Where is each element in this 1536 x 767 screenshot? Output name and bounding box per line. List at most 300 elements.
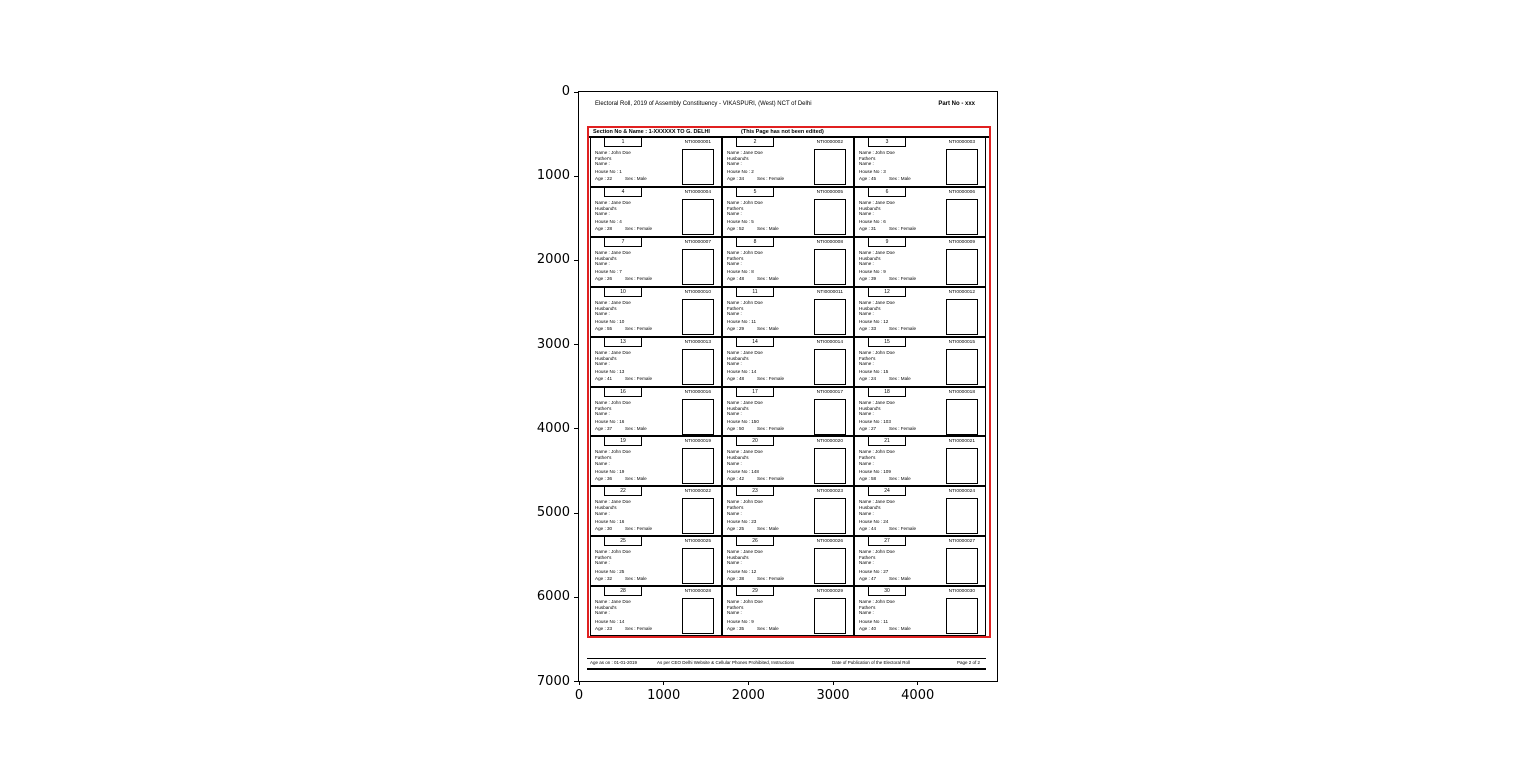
sex-text: Sex : Female — [757, 425, 785, 431]
age-text: Age : 34 — [727, 176, 745, 182]
relation-line-2: Name : — [727, 410, 742, 416]
voter-row — [591, 138, 985, 188]
age-text: Age : 30 — [595, 525, 613, 531]
name-line: Name : John Doe — [727, 499, 763, 505]
name-line: Name : John Doe — [859, 349, 895, 355]
relation-line-2: Name : — [727, 560, 742, 566]
age-text: Age : 50 — [727, 425, 745, 431]
house-line: House No : 5 — [727, 219, 754, 225]
serial-number: 8 — [753, 238, 757, 245]
age-text: Age : 38 — [727, 575, 745, 581]
x-tick-label: 2000 — [731, 688, 765, 703]
serial-number-box — [736, 288, 774, 297]
age-text: Age : 37 — [595, 425, 613, 431]
relation-line-2: Name : — [859, 460, 874, 466]
sex-text: Sex : Female — [625, 226, 653, 232]
relation-line-2: Name : — [595, 460, 610, 466]
photo-placeholder — [946, 548, 978, 584]
voter-details — [595, 250, 679, 282]
voter-cell — [721, 188, 853, 236]
serial-number: 21 — [884, 438, 890, 445]
serial-number: 22 — [620, 488, 626, 495]
age-text: Age : 39 — [859, 276, 877, 282]
relation-line-1: Husband's — [727, 156, 749, 161]
name-line: Name : John Doe — [859, 150, 895, 155]
photo-placeholder — [946, 149, 978, 185]
page-footer — [587, 658, 986, 670]
serial-number: 20 — [752, 438, 758, 445]
voter-details — [859, 499, 943, 531]
age-sex-line — [727, 626, 811, 632]
y-tick-label: 3000 — [536, 336, 570, 352]
age-sex-line — [727, 326, 811, 332]
name-line: Name : Jane Doe — [859, 249, 895, 255]
serial-number: 16 — [620, 388, 626, 395]
voter-cell — [853, 188, 985, 236]
house-line: House No : 25 — [595, 568, 625, 574]
serial-number: 7 — [621, 238, 625, 245]
relation-line-2: Name : — [595, 610, 610, 616]
photo-placeholder — [946, 498, 978, 534]
age-sex-line — [859, 376, 943, 382]
voter-cell — [591, 487, 721, 535]
serial-number-box — [868, 388, 906, 397]
house-line: House No : 11 — [859, 618, 889, 624]
age-sex-line — [595, 476, 679, 482]
age-sex-line — [727, 426, 811, 432]
footer-publication-note: Date of Publication of the Electoral Roll — [832, 660, 911, 665]
relation-line-2: Name : — [595, 310, 610, 316]
epic-number: NTI0000010 — [684, 289, 711, 295]
photo-placeholder — [946, 598, 978, 634]
voter-details — [595, 599, 679, 631]
age-text: Age : 31 — [859, 226, 877, 232]
name-line: Name : Jane Doe — [859, 299, 895, 305]
y-tick-label: 4000 — [536, 420, 570, 436]
relation-line-2: Name : — [595, 261, 610, 267]
epic-number: NTI0000022 — [684, 489, 711, 495]
relation-line-1: Father's — [727, 305, 744, 311]
house-line: House No : 3 — [859, 169, 886, 175]
epic-number: NTI0000021 — [948, 439, 975, 445]
age-text: Age : 41 — [595, 376, 613, 382]
relation-line-1: Father's — [727, 505, 744, 511]
sex-text: Sex : Male — [889, 475, 911, 481]
epic-number: NTI0000012 — [948, 289, 975, 295]
photo-placeholder — [682, 349, 714, 385]
age-sex-line — [595, 376, 679, 382]
voter-details — [859, 300, 943, 332]
relation-line-1: Husband's — [859, 505, 881, 511]
name-line: Name : Jane Doe — [859, 499, 895, 505]
name-line: Name : John Doe — [727, 299, 763, 305]
photo-placeholder — [682, 498, 714, 534]
relation-line-1: Husband's — [859, 405, 881, 411]
voter-cell — [591, 338, 721, 386]
serial-number: 13 — [620, 338, 626, 345]
y-tick-label: 5000 — [536, 505, 570, 521]
relation-line-1: Father's — [859, 355, 876, 361]
age-sex-line — [595, 276, 679, 282]
voter-cell — [853, 288, 985, 336]
photo-placeholder — [682, 399, 714, 435]
serial-number: 14 — [752, 338, 758, 345]
x-tick-mark — [917, 681, 918, 685]
relation-line-2: Name : — [595, 410, 610, 416]
sex-text: Sex : Female — [757, 575, 785, 581]
y-tick-label: 7000 — [536, 673, 570, 689]
epic-number: NTI0000027 — [948, 539, 975, 545]
name-line: Name : Jane Doe — [727, 549, 763, 555]
relation-line-2: Name : — [727, 510, 742, 516]
serial-number: 9 — [885, 238, 889, 245]
y-tick-label: 2000 — [536, 252, 570, 268]
epic-number: NTI0000016 — [684, 389, 711, 395]
relation-line-1: Father's — [595, 156, 612, 161]
voter-cell — [591, 238, 721, 286]
age-text: Age : 45 — [859, 176, 877, 182]
house-line: House No : 16 — [595, 418, 625, 424]
relation-line-2: Name : — [859, 510, 874, 516]
name-line: Name : John Doe — [727, 199, 763, 205]
house-line: House No : 7 — [595, 269, 622, 275]
photo-placeholder — [946, 199, 978, 235]
sex-text: Sex : Female — [625, 525, 653, 531]
y-tick-mark — [574, 681, 578, 682]
serial-number: 27 — [884, 538, 890, 545]
epic-number: NTI0000004 — [684, 189, 711, 195]
age-sex-line — [859, 276, 943, 282]
voter-details — [859, 250, 943, 282]
age-text: Age : 58 — [859, 475, 877, 481]
epic-number: NTI0000019 — [684, 439, 711, 445]
voter-details — [727, 499, 811, 531]
age-text: Age : 23 — [595, 625, 613, 631]
house-line: House No : 9 — [727, 618, 754, 624]
voter-cell — [591, 388, 721, 436]
voter-details — [595, 549, 679, 581]
epic-number: NTI0000024 — [948, 489, 975, 495]
house-line: House No : 8 — [727, 269, 754, 275]
voter-details — [727, 549, 811, 581]
age-sex-line — [859, 326, 943, 332]
relation-line-1: Husband's — [595, 205, 617, 211]
age-sex-line — [859, 526, 943, 532]
relation-line-1: Father's — [859, 605, 876, 611]
voter-table — [590, 138, 986, 636]
age-sex-line — [595, 526, 679, 532]
serial-number: 6 — [885, 188, 889, 195]
age-sex-line — [595, 626, 679, 632]
photo-placeholder — [946, 299, 978, 335]
house-line: House No : 9 — [859, 269, 886, 275]
y-tick-label: 0 — [561, 84, 570, 99]
voter-cell — [721, 338, 853, 386]
serial-number: 5 — [753, 188, 757, 195]
relation-line-2: Name : — [859, 261, 874, 267]
name-line: Name : Jane Doe — [859, 199, 895, 205]
serial-number-box — [736, 338, 774, 347]
house-line: House No : 2 — [727, 169, 754, 175]
serial-number: 25 — [620, 538, 626, 545]
sex-text: Sex : Female — [889, 326, 917, 332]
epic-number: NTI0000030 — [948, 589, 975, 595]
x-tick-mark — [748, 681, 749, 685]
y-tick-mark — [574, 260, 578, 261]
relation-line-2: Name : — [859, 610, 874, 616]
voter-cell — [591, 537, 721, 585]
name-line: Name : Jane Doe — [727, 349, 763, 355]
voter-details — [859, 599, 943, 631]
x-tick-label: 3000 — [816, 688, 850, 703]
relation-line-1: Father's — [859, 156, 876, 161]
voter-details — [595, 300, 679, 332]
highlight-rectangle — [587, 126, 991, 638]
voter-cell — [591, 587, 721, 635]
relation-line-2: Name : — [595, 560, 610, 566]
age-text: Age : 48 — [727, 276, 745, 282]
serial-number: 4 — [621, 188, 625, 195]
sex-text: Sex : Male — [757, 525, 779, 531]
sex-text: Sex : Female — [889, 226, 917, 232]
photo-placeholder — [682, 149, 714, 185]
epic-number: NTI0000026 — [816, 539, 843, 545]
y-tick-label: 1000 — [536, 168, 570, 184]
sex-text: Sex : Female — [625, 376, 653, 382]
sex-text: Sex : Male — [625, 425, 647, 431]
sex-text: Sex : Male — [889, 376, 911, 382]
voter-cell — [853, 338, 985, 386]
x-tick-mark — [579, 681, 580, 685]
name-line: Name : John Doe — [595, 449, 631, 455]
serial-number-box — [868, 338, 906, 347]
voter-details — [727, 599, 811, 631]
voter-row — [591, 288, 985, 338]
serial-number-box — [604, 188, 642, 197]
photo-placeholder — [946, 399, 978, 435]
serial-number: 11 — [752, 288, 758, 295]
serial-number: 18 — [884, 388, 890, 395]
age-sex-line — [595, 426, 679, 432]
name-line: Name : Jane Doe — [727, 399, 763, 405]
photo-placeholder — [946, 448, 978, 484]
relation-line-1: Father's — [859, 455, 876, 461]
relation-line-1: Father's — [595, 405, 612, 411]
serial-number-box — [736, 487, 774, 496]
epic-number: NTI0000002 — [816, 140, 843, 145]
serial-number: 26 — [752, 538, 758, 545]
plot-axes — [536, 84, 998, 703]
sex-text: Sex : Male — [889, 575, 911, 581]
epic-number: NTI0000029 — [816, 589, 843, 595]
serial-number-box — [868, 537, 906, 546]
relation-line-1: Husband's — [727, 355, 749, 361]
relation-line-2: Name : — [595, 360, 610, 366]
relation-line-1: Husband's — [595, 505, 617, 511]
serial-number: 29 — [752, 588, 758, 595]
section-name: Section No & Name : 1-XXXXXX TO G. DELHI — [593, 129, 710, 135]
serial-number-box — [604, 238, 642, 247]
house-line: House No : 14 — [595, 618, 625, 624]
serial-number-box — [736, 238, 774, 247]
voter-details — [595, 449, 679, 481]
epic-number: NTI0000008 — [816, 239, 843, 245]
age-sex-line — [727, 526, 811, 532]
serial-number-box — [868, 437, 906, 446]
voter-cell — [853, 437, 985, 485]
relation-line-2: Name : — [859, 161, 874, 167]
serial-number: 19 — [620, 438, 626, 445]
relation-line-1: Father's — [859, 555, 876, 561]
voter-details — [859, 150, 943, 182]
x-tick-mark — [833, 681, 834, 685]
age-sex-line — [859, 576, 943, 582]
epic-number: NTI0000014 — [816, 339, 843, 345]
sex-text: Sex : Male — [757, 276, 779, 282]
house-line: House No : 4 — [595, 219, 622, 225]
voter-cell — [721, 138, 853, 186]
voter-details — [859, 449, 943, 481]
epic-number: NTI0000023 — [816, 489, 843, 495]
serial-number-box — [868, 188, 906, 197]
relation-line-1: Husband's — [595, 355, 617, 361]
serial-number: 3 — [885, 139, 889, 145]
relation-line-2: Name : — [727, 460, 742, 466]
y-tick-mark — [574, 344, 578, 345]
relation-line-2: Name : — [727, 161, 742, 167]
age-text: Age : 32 — [595, 575, 613, 581]
voter-cell — [591, 188, 721, 236]
voter-row — [591, 437, 985, 487]
voter-details — [727, 250, 811, 282]
house-line: House No : 150 — [727, 418, 759, 424]
voter-cell — [853, 587, 985, 635]
age-text: Age : 40 — [859, 625, 877, 631]
serial-number-box — [736, 188, 774, 197]
relation-line-2: Name : — [727, 310, 742, 316]
house-line: House No : 14 — [727, 369, 757, 375]
age-sex-line — [859, 476, 943, 482]
relation-line-2: Name : — [859, 410, 874, 416]
age-sex-line — [595, 176, 679, 182]
photo-placeholder — [814, 249, 846, 285]
sex-text: Sex : Female — [625, 276, 653, 282]
name-line: Name : Jane Doe — [727, 150, 763, 155]
relation-line-1: Husband's — [859, 255, 881, 261]
age-sex-line — [595, 226, 679, 232]
serial-number-box — [868, 238, 906, 247]
serial-number-box — [604, 338, 642, 347]
age-text: Age : 27 — [859, 425, 877, 431]
relation-line-1: Husband's — [727, 555, 749, 561]
voter-details — [859, 549, 943, 581]
voter-details — [727, 350, 811, 382]
relation-line-1: Husband's — [595, 305, 617, 311]
house-line: House No : 24 — [859, 518, 889, 524]
age-text: Age : 42 — [727, 475, 745, 481]
y-tick-label: 6000 — [536, 589, 570, 605]
relation-line-1: Father's — [727, 205, 744, 211]
relation-line-1: Father's — [595, 455, 612, 461]
house-line: House No : 15 — [859, 369, 889, 375]
voter-details — [859, 350, 943, 382]
voter-details — [595, 400, 679, 432]
name-line: Name : John Doe — [859, 549, 895, 555]
voter-details — [595, 499, 679, 531]
serial-number-box — [736, 138, 774, 147]
house-line: House No : 103 — [859, 418, 891, 424]
house-line: House No : 16 — [595, 518, 625, 524]
epic-number: NTI0000009 — [948, 239, 975, 245]
house-line: House No : 1 — [595, 169, 622, 175]
voter-cell — [591, 437, 721, 485]
sex-text: Sex : Female — [625, 326, 653, 332]
name-line: Name : John Doe — [595, 549, 631, 555]
epic-number: NTI0000005 — [816, 189, 843, 195]
sex-text: Sex : Male — [625, 575, 647, 581]
photo-placeholder — [682, 448, 714, 484]
house-line: House No : 12 — [727, 568, 757, 574]
photo-placeholder — [682, 598, 714, 634]
serial-number: 15 — [884, 338, 890, 345]
serial-number: 2 — [753, 139, 757, 145]
voter-cell — [721, 437, 853, 485]
x-tick-label: 0 — [574, 688, 584, 703]
name-line: Name : Jane Doe — [595, 599, 631, 605]
page-edit-note: (This Page has not been edited) — [741, 129, 824, 135]
relation-line-1: Husband's — [859, 305, 881, 311]
voter-cell — [853, 537, 985, 585]
serial-number-box — [604, 388, 642, 397]
age-text: Age : 36 — [595, 475, 613, 481]
age-text: Age : 52 — [727, 226, 745, 232]
serial-number: 28 — [620, 588, 626, 595]
relation-line-2: Name : — [727, 211, 742, 217]
name-line: Name : Jane Doe — [595, 299, 631, 305]
serial-number: 1 — [621, 139, 625, 145]
age-text: Age : 44 — [859, 525, 877, 531]
voter-row — [591, 338, 985, 388]
relation-line-2: Name : — [727, 360, 742, 366]
voter-cell — [853, 138, 985, 186]
age-sex-line — [859, 626, 943, 632]
y-tick-mark — [574, 92, 578, 93]
serial-number-box — [868, 487, 906, 496]
epic-number: NTI0000018 — [948, 389, 975, 395]
house-line: House No : 12 — [859, 319, 889, 325]
house-line: House No : 6 — [859, 219, 886, 225]
name-line: Name : John Doe — [595, 399, 631, 405]
age-text: Age : 33 — [859, 326, 877, 332]
voter-cell — [721, 537, 853, 585]
voter-cell — [721, 587, 853, 635]
age-sex-line — [859, 176, 943, 182]
sex-text: Sex : Female — [757, 176, 785, 182]
relation-line-1: Husband's — [595, 255, 617, 261]
voter-details — [727, 150, 811, 182]
photo-placeholder — [682, 299, 714, 335]
sex-text: Sex : Male — [889, 176, 911, 182]
name-line: Name : Jane Doe — [727, 449, 763, 455]
x-tick-label: 4000 — [901, 688, 935, 703]
name-line: Name : Jane Doe — [595, 499, 631, 505]
name-line: Name : John Doe — [727, 249, 763, 255]
sex-text: Sex : Male — [889, 625, 911, 631]
voter-row — [591, 188, 985, 238]
sex-text: Sex : Female — [889, 276, 917, 282]
voter-row — [591, 537, 985, 587]
age-sex-line — [727, 176, 811, 182]
